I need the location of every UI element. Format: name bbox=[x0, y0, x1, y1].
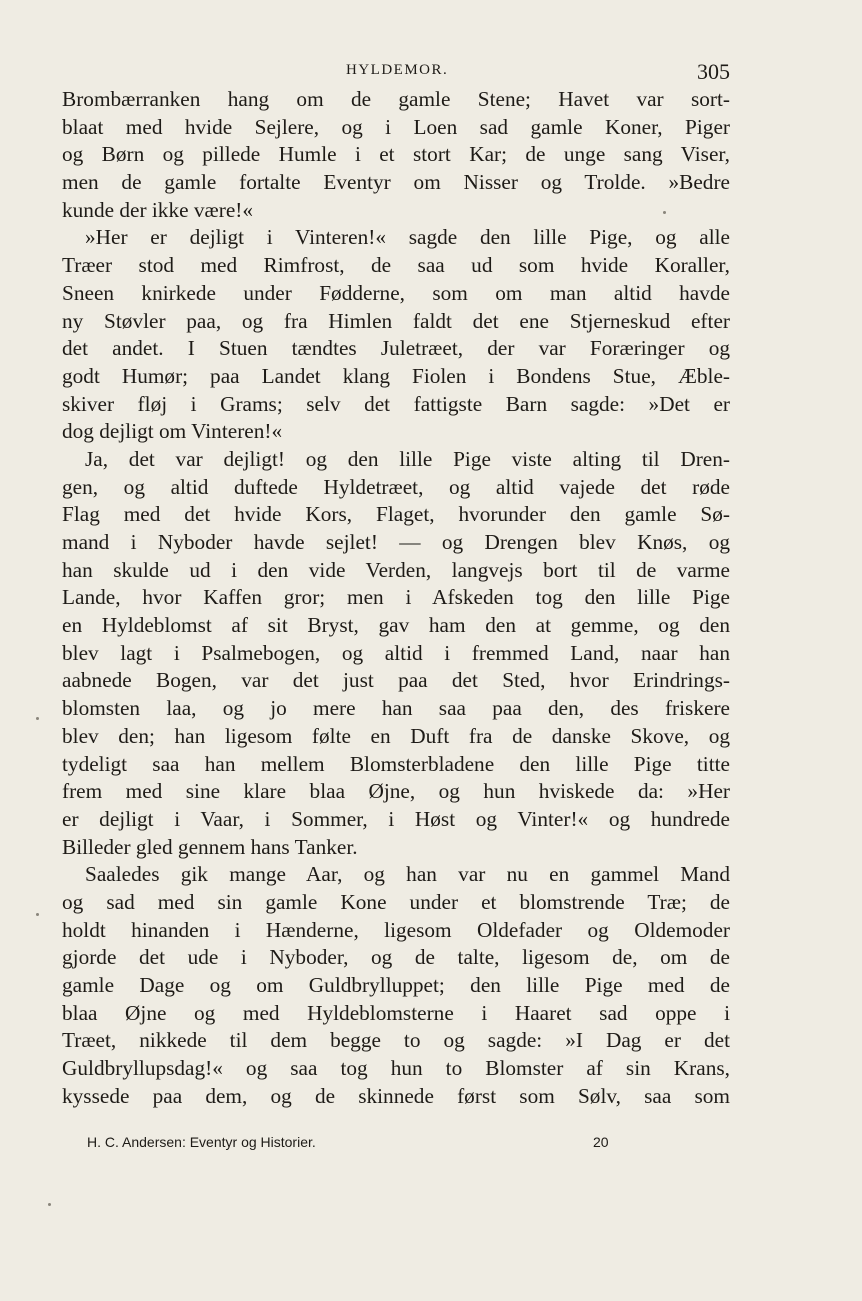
text-line: mand i Nyboder havde sejlet! — og Drengen blev Knøs, og bbox=[62, 530, 730, 554]
signature-mark: 20 bbox=[593, 1134, 609, 1150]
text-line: Billeder gled gennem hans Tanker. bbox=[62, 834, 358, 859]
text-line: Sneen knirkede under Fødderne, som om man altid havde bbox=[62, 280, 730, 305]
text-line: Ja, det var dejligt! og den lille Pige viste alting til Dren- bbox=[85, 446, 730, 471]
text-line: Guldbryllupsdag!« og saa tog hun to Blomster af sin Krans, bbox=[62, 1056, 730, 1081]
text-line: ny Støvler paa, og fra Himlen faldt det ene Stjerneskud efter bbox=[62, 308, 730, 333]
text-line: blev lagt i Psalmebogen, og altid i fremmed Land, naar han bbox=[62, 640, 730, 665]
text-line: blev den; han ligesom følte en Duft fra de danske Skove, og bbox=[62, 723, 730, 748]
text-line: blomsten laa, og jo mere han saa paa den, des friskere bbox=[62, 696, 730, 721]
text-line: Træet, nikkede til dem begge to og sagde: »I Dag er det bbox=[62, 1028, 730, 1053]
text-line: kyssede paa dem, og de skinnede først som Sølv, saa som bbox=[62, 1083, 730, 1108]
running-title: HYLDEMOR. bbox=[346, 62, 449, 78]
text-line: han skulde ud i den vide Verden, langvejs bort til de varme bbox=[62, 557, 730, 582]
running-head bbox=[0, 60, 862, 86]
text-line: Lande, hvor Kaffen gror; men i Afskeden tog den lille Pige bbox=[62, 585, 730, 610]
text-line: det andet. I Stuen tændtes Juletræet, der var Foræringer og bbox=[62, 336, 730, 361]
page-footer bbox=[0, 1134, 862, 1156]
text-line: holdt hinanden i Hænderne, ligesom Oldefader og Oldemoder bbox=[62, 917, 730, 942]
text-line: gjorde det ude i Nyboder, og de talte, ligesom de, om de bbox=[62, 945, 730, 970]
paper-speck bbox=[36, 913, 39, 916]
text-line: aabnede Bogen, var det just paa det Sted, hvor Erindrings- bbox=[62, 668, 730, 693]
text-line: Saaledes gik mange Aar, og han var nu en gammel Mand bbox=[85, 862, 730, 887]
body-text bbox=[62, 86, 730, 1110]
text-line: en Hyldeblomst af sit Bryst, gav ham den at gemme, og den bbox=[62, 613, 730, 638]
footer-author-title: H. C. Andersen: Eventyr og Historier. bbox=[87, 1134, 316, 1150]
text-line: Brombærranken hang om de gamle Stene; Havet var sort- bbox=[62, 87, 730, 111]
text-line: og sad med sin gamle Kone under et blomstrende Træ; de bbox=[62, 889, 730, 914]
text-line: tydeligt saa han mellem Blomsterbladene den lille Pige titte bbox=[62, 751, 730, 776]
text-line: blaat med hvide Sejlere, og i Loen sad gamle Koner, Piger bbox=[62, 114, 730, 139]
text-line: er dejligt i Vaar, i Sommer, i Høst og Vinter!« og hundrede bbox=[62, 806, 730, 831]
text-line: dog dejligt om Vinteren!« bbox=[62, 419, 283, 444]
text-line: og Børn og pillede Humle i et stort Kar; de unge sang Viser, bbox=[62, 142, 730, 167]
text-line: godt Humør; paa Landet klang Fiolen i Bondens Stue, Æble- bbox=[62, 363, 730, 388]
paper-speck bbox=[48, 1203, 51, 1206]
text-line: frem med sine klare blaa Øjne, og hun hviskede da: »Her bbox=[62, 779, 730, 804]
text-line: Træer stod med Rimfrost, de saa ud som hvide Koraller, bbox=[62, 253, 730, 278]
text-line: blaa Øjne og med Hyldeblomsterne i Haaret sad oppe i bbox=[62, 1000, 730, 1025]
text-line: gamle Dage og om Guldbrylluppet; den lille Pige med de bbox=[62, 973, 730, 997]
text-line: men de gamle fortalte Eventyr om Nisser og Trolde. »Bedre bbox=[62, 170, 730, 195]
paper-speck bbox=[36, 717, 39, 720]
text-line: Flag med det hvide Kors, Flaget, hvorunder den gamle Sø- bbox=[62, 502, 730, 527]
paper-speck bbox=[663, 211, 666, 214]
text-line: gen, og altid duftede Hyldetræet, og altid vajede det røde bbox=[62, 474, 730, 499]
text-line: skiver fløj i Grams; selv det fattigste Barn sagde: »Det er bbox=[62, 391, 730, 416]
text-line: kunde der ikke være!« bbox=[62, 197, 254, 222]
text-line: »Her er dejligt i Vinteren!« sagde den lille Pige, og alle bbox=[85, 225, 730, 250]
page-number: 305 bbox=[697, 59, 730, 84]
